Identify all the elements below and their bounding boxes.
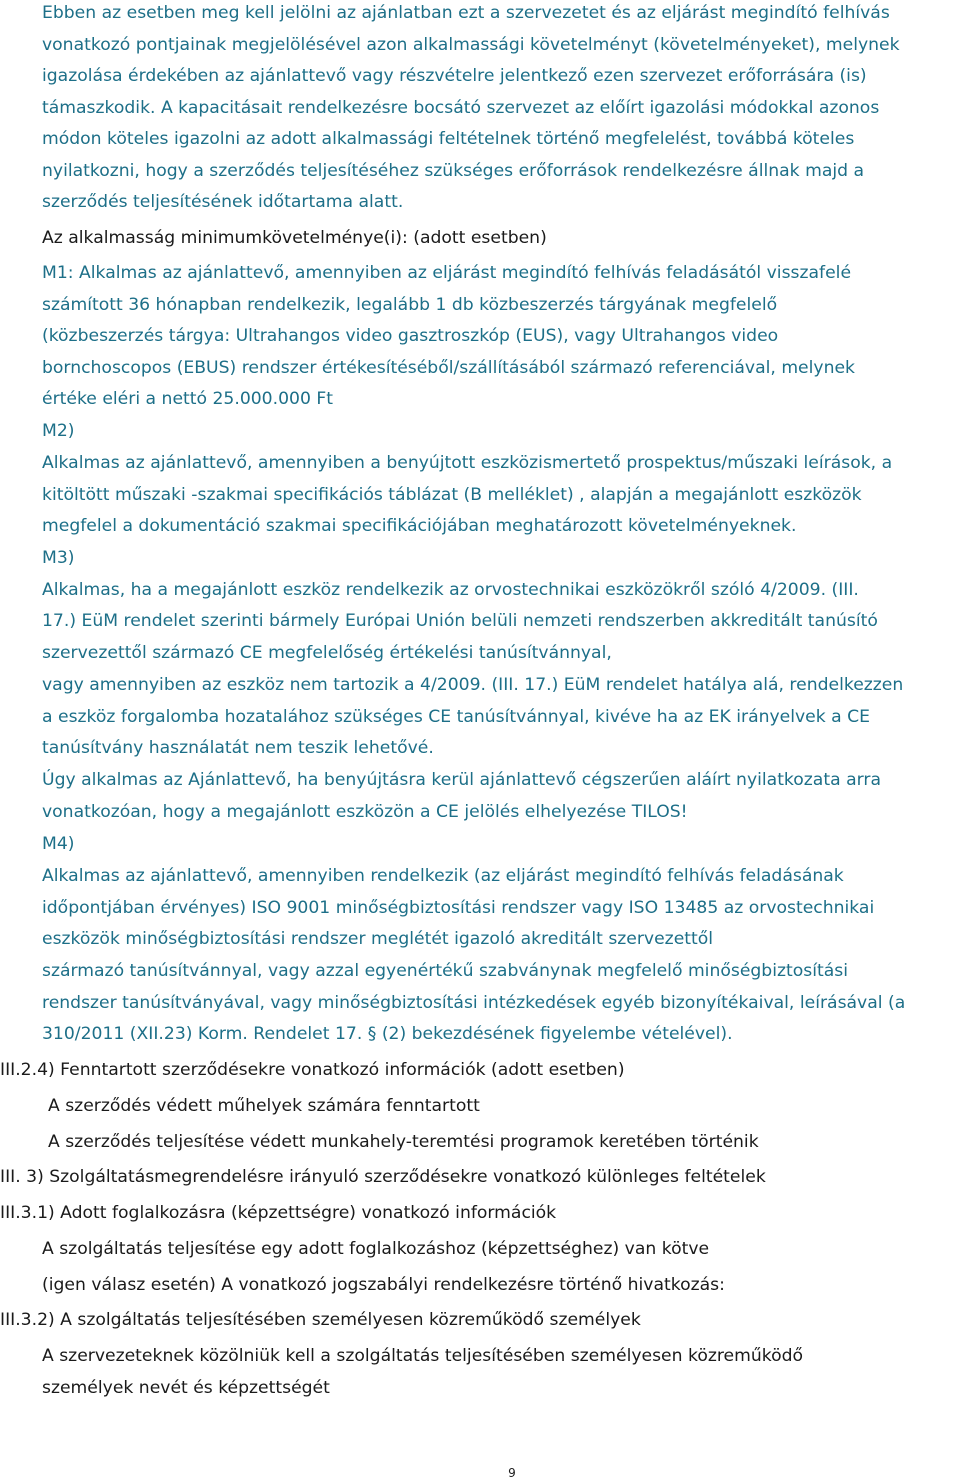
text-line: vonatkozó pontjainak megjelölésével azon alkalmassági követelményt (követelményeket), melynek <box>42 35 900 55</box>
text-line: A szolgáltatás teljesítése egy adott foglalkozáshoz (képzettséghez) van kötve <box>42 1239 710 1259</box>
section-heading: III. 3) Szolgáltatásmegrendelésre irányuló szerződésekre vonatkozó különleges feltételek <box>0 1167 766 1187</box>
text-line: tanúsítvány használatát nem teszik lehetővé. <box>42 738 434 758</box>
text-line: Ebben az esetben meg kell jelölni az ajánlatban ezt a szervezetet és az eljárást megindító felhívás <box>42 3 890 23</box>
text-line: 310/2011 (XII.23) Korm. Rendelet 17. § (2) bekezdésének figyelembe vételével). <box>42 1024 733 1044</box>
text-line: vagy amennyiben az eszköz nem tartozik a 4/2009. (III. 17.) EüM rendelet hatálya alá, rendelkezzen <box>42 675 904 695</box>
text-line: módon köteles igazolni az adott alkalmassági feltételnek történő megfelelést, továbbá köteles <box>42 129 855 149</box>
text-line: vonatkozóan, hogy a megajánlott eszközön a CE jelölés elhelyezése TILOS! <box>42 802 688 822</box>
text-line: A szerződés teljesítése védett munkahely-teremtési programok keretében történik <box>48 1132 759 1152</box>
text-line: 17.) EüM rendelet szerinti bármely Európai Unión belüli nemzeti rendszerben akkreditált tanúsító <box>42 611 878 631</box>
text-line: M4) <box>42 834 75 854</box>
text-line: eszközök minőségbiztosítási rendszer meglétét igazoló akreditált szervezettől <box>42 929 714 949</box>
text-line: A szerződés védett műhelyek számára fenntartott <box>48 1096 480 1116</box>
text-line: támaszkodik. A kapacitásait rendelkezésre bocsátó szervezet az előírt igazolási módokkal azonos <box>42 98 880 118</box>
text-line: (közbeszerzés tárgya: Ultrahangos video gasztroszkóp (EUS), vagy Ultrahangos video <box>42 326 779 346</box>
section-heading: III.3.2) A szolgáltatás teljesítésében személyesen közreműködő személyek <box>0 1310 641 1330</box>
text-line: Alkalmas, ha a megajánlott eszköz rendelkezik az orvostechnikai eszközökről szóló 4/2009. (III. <box>42 580 859 600</box>
text-line: nyilatkozni, hogy a szerződés teljesítéséhez szükséges erőforrások rendelkezésre állnak majd a <box>42 161 865 181</box>
text-line: értéke eléri a nettó 25.000.000 Ft <box>42 389 333 409</box>
page-number: 9 <box>508 1466 516 1480</box>
text-line: M2) <box>42 421 75 441</box>
text-line: Alkalmas az ajánlattevő, amennyiben rendelkezik (az eljárást megindító felhívás feladásának <box>42 866 844 886</box>
text-line: számított 36 hónapban rendelkezik, legalább 1 db közbeszerzés tárgyának megfelelő <box>42 295 778 315</box>
text-line: rendszer tanúsítványával, vagy minőségbiztosítási intézkedések egyéb bizonyítékaival, leírásával (a <box>42 993 906 1013</box>
text-line: Úgy alkalmas az Ajánlattevő, ha benyújtásra kerül ajánlattevő cégszerűen aláírt nyilatkozata arra <box>42 770 881 790</box>
text-line: származó tanúsítvánnyal, vagy azzal egyenértékű szabványnak megfelelő minőségbiztosítási <box>42 961 848 981</box>
section-heading: III.3.1) Adott foglalkozásra (képzettségre) vonatkozó információk <box>0 1203 557 1223</box>
text-line: megfelel a dokumentáció szakmai specifikációjában meghatározott követelményeknek. <box>42 516 797 536</box>
text-line: a eszköz forgalomba hozatalához szükséges CE tanúsítvánnyal, kivéve ha az EK irányelvek a CE <box>42 707 871 727</box>
text-line: szervezettől származó CE megfelelőség értékelési tanúsítvánnyal, <box>42 643 612 663</box>
text-line: A szervezeteknek közölniük kell a szolgáltatás teljesítésében személyesen közreműködő <box>42 1346 804 1366</box>
text-line: (igen válasz esetén) A vonatkozó jogszabályi rendelkezésre történő hivatkozás: <box>42 1275 725 1295</box>
section-heading: III.2.4) Fenntartott szerződésekre vonatkozó információk (adott esetben) <box>0 1060 625 1080</box>
text-line: személyek nevét és képzettségét <box>42 1378 330 1398</box>
section-heading: Az alkalmasság minimumkövetelménye(i): (adott esetben) <box>42 228 547 248</box>
text-line: bornchoscopos (EBUS) rendszer értékesítéséből/szállításából származó referenciával, melynek <box>42 358 855 378</box>
text-line: kitöltött műszaki -szakmai specifikációs táblázat (B melléklet) , alapján a megajánlott eszközök <box>42 485 862 505</box>
text-line: szerződés teljesítésének időtartama alatt. <box>42 192 404 212</box>
text-line: Alkalmas az ajánlattevő, amennyiben a benyújtott eszközismertető prospektus/műszaki leírások, a <box>42 453 893 473</box>
text-line: időpontjában érvényes) ISO 9001 minőségbiztosítási rendszer vagy ISO 13485 az orvostechnikai <box>42 898 875 918</box>
text-line: igazolása érdekében az ajánlattevő vagy részvételre jelentkező ezen szervezet erőforrására (is) <box>42 66 867 86</box>
text-line: M3) <box>42 548 75 568</box>
text-line: M1: Alkalmas az ajánlattevő, amennyiben az eljárást megindító felhívás feladásától visszafelé <box>42 263 852 283</box>
